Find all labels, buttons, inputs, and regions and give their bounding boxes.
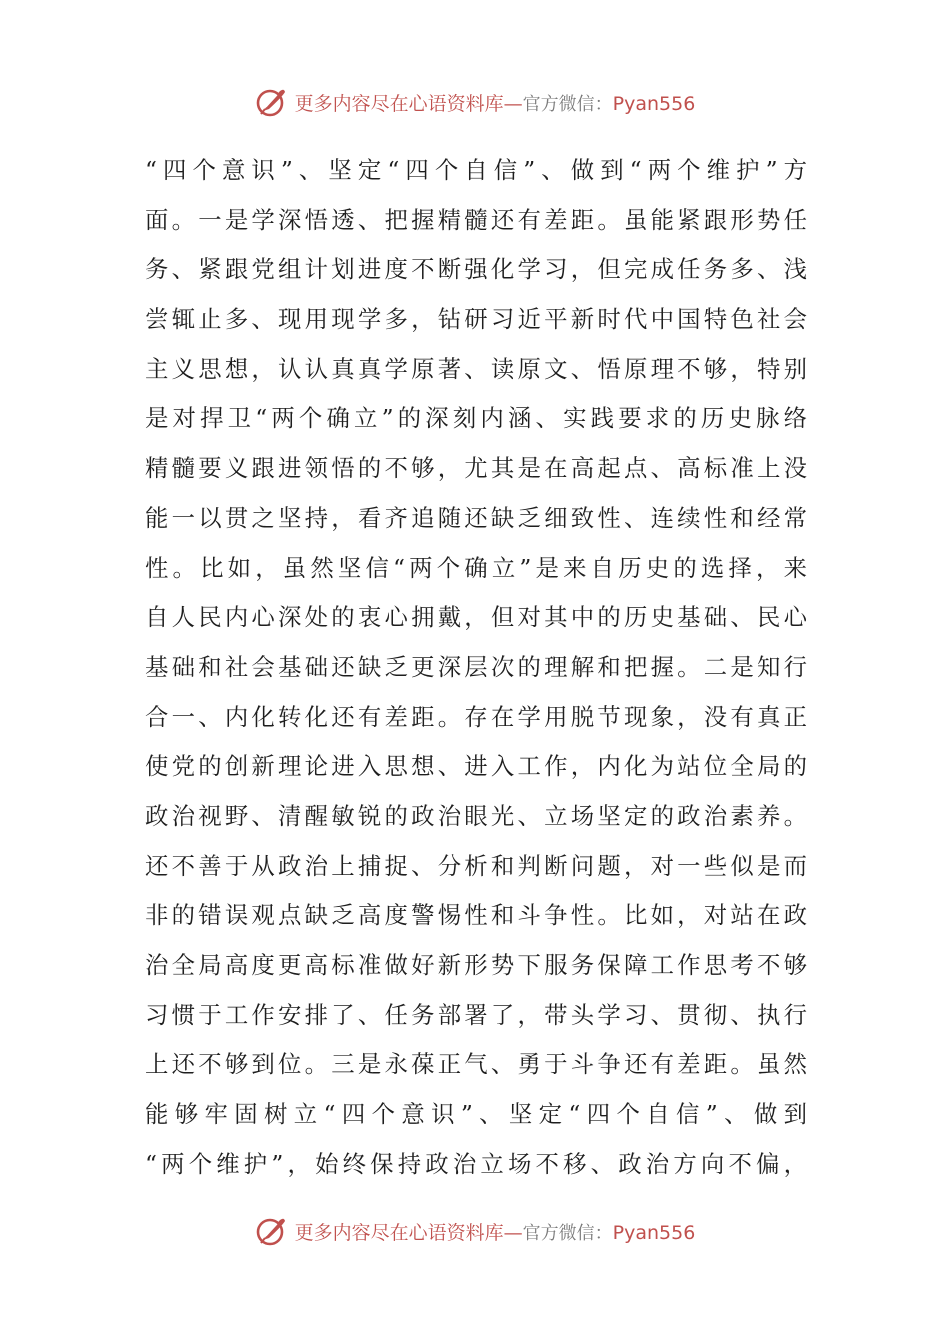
header-site-text: 更多内容尽在心语资料库— (294, 92, 523, 115)
footer-site-text: 更多内容尽在心语资料库— (294, 1221, 523, 1244)
footer-account: Pyan556 (612, 1221, 696, 1244)
feather-pen-logo-icon (255, 85, 289, 119)
text-line: 还不善于从政治上捕捉、分析和判断问题，对一些似是而 (145, 851, 807, 880)
text-line: “两个维护”，始终保持政治立场不移、政治方向不偏， (145, 1149, 807, 1178)
text-line: 能一以贯之坚持，看齐追随还缺乏细致性、连续性和经常 (145, 503, 807, 532)
feather-pen-logo-icon (255, 1214, 289, 1248)
text-line: 基础和社会基础还缺乏更深层次的理解和把握。二是知行 (145, 652, 807, 681)
text-line: 面。一是学深悟透、把握精髓还有差距。虽能紧跟形势任 (145, 205, 807, 234)
header-account: Pyan556 (612, 92, 696, 115)
header-banner-text (295, 89, 696, 116)
text-line: 性。比如，虽然坚信“两个确立”是来自历史的选择，来 (145, 553, 807, 582)
header-wechat-label: 官方微信： (522, 93, 613, 115)
text-line: 合一、内化转化还有差距。存在学用脱节现象，没有真正 (145, 702, 807, 731)
text-line: 精髓要义跟进领悟的不够，尤其是在高起点、高标准上没 (145, 454, 807, 483)
text-line: 上还不够到位。三是永葆正气、勇于斗争还有差距。虽然 (145, 1050, 807, 1079)
text-line: 务、紧跟党组计划进度不断强化学习，但完成任务多、浅 (145, 255, 807, 284)
text-line: 政治视野、清醒敏锐的政治眼光、立场坚定的政治素养。 (145, 801, 807, 830)
header-banner (0, 82, 950, 122)
text-line: 主义思想，认认真真学原著、读原文、悟原理不够，特别 (145, 354, 807, 383)
document-body (145, 146, 807, 1189)
footer-banner-text (295, 1218, 696, 1245)
footer-banner (0, 1211, 950, 1251)
text-line: 习惯于工作安排了、任务部署了，带头学习、贯彻、执行 (145, 1000, 807, 1029)
text-line: 治全局高度更高标准做好新形势下服务保障工作思考不够 (145, 951, 807, 979)
text-line: 自人民内心深处的衷心拥戴，但对其中的历史基础、民心 (145, 603, 807, 632)
text-line: 使党的创新理论进入思想、进入工作，内化为站位全局的 (145, 752, 807, 781)
text-line: 非的错误观点缺乏高度警惕性和斗争性。比如，对站在政 (145, 901, 807, 930)
footer-wechat-label: 官方微信： (522, 1222, 613, 1244)
text-line: 尝辄止多、现用现学多，钻研习近平新时代中国特色社会 (145, 305, 807, 334)
text-line: “四个意识”、坚定“四个自信”、做到“两个维护”方 (145, 156, 807, 184)
text-line: 能够牢固树立“四个意识”、坚定“四个自信”、做到 (145, 1100, 807, 1129)
text-line: 是对捍卫“两个确立”的深刻内涵、实践要求的历史脉络 (145, 404, 807, 433)
